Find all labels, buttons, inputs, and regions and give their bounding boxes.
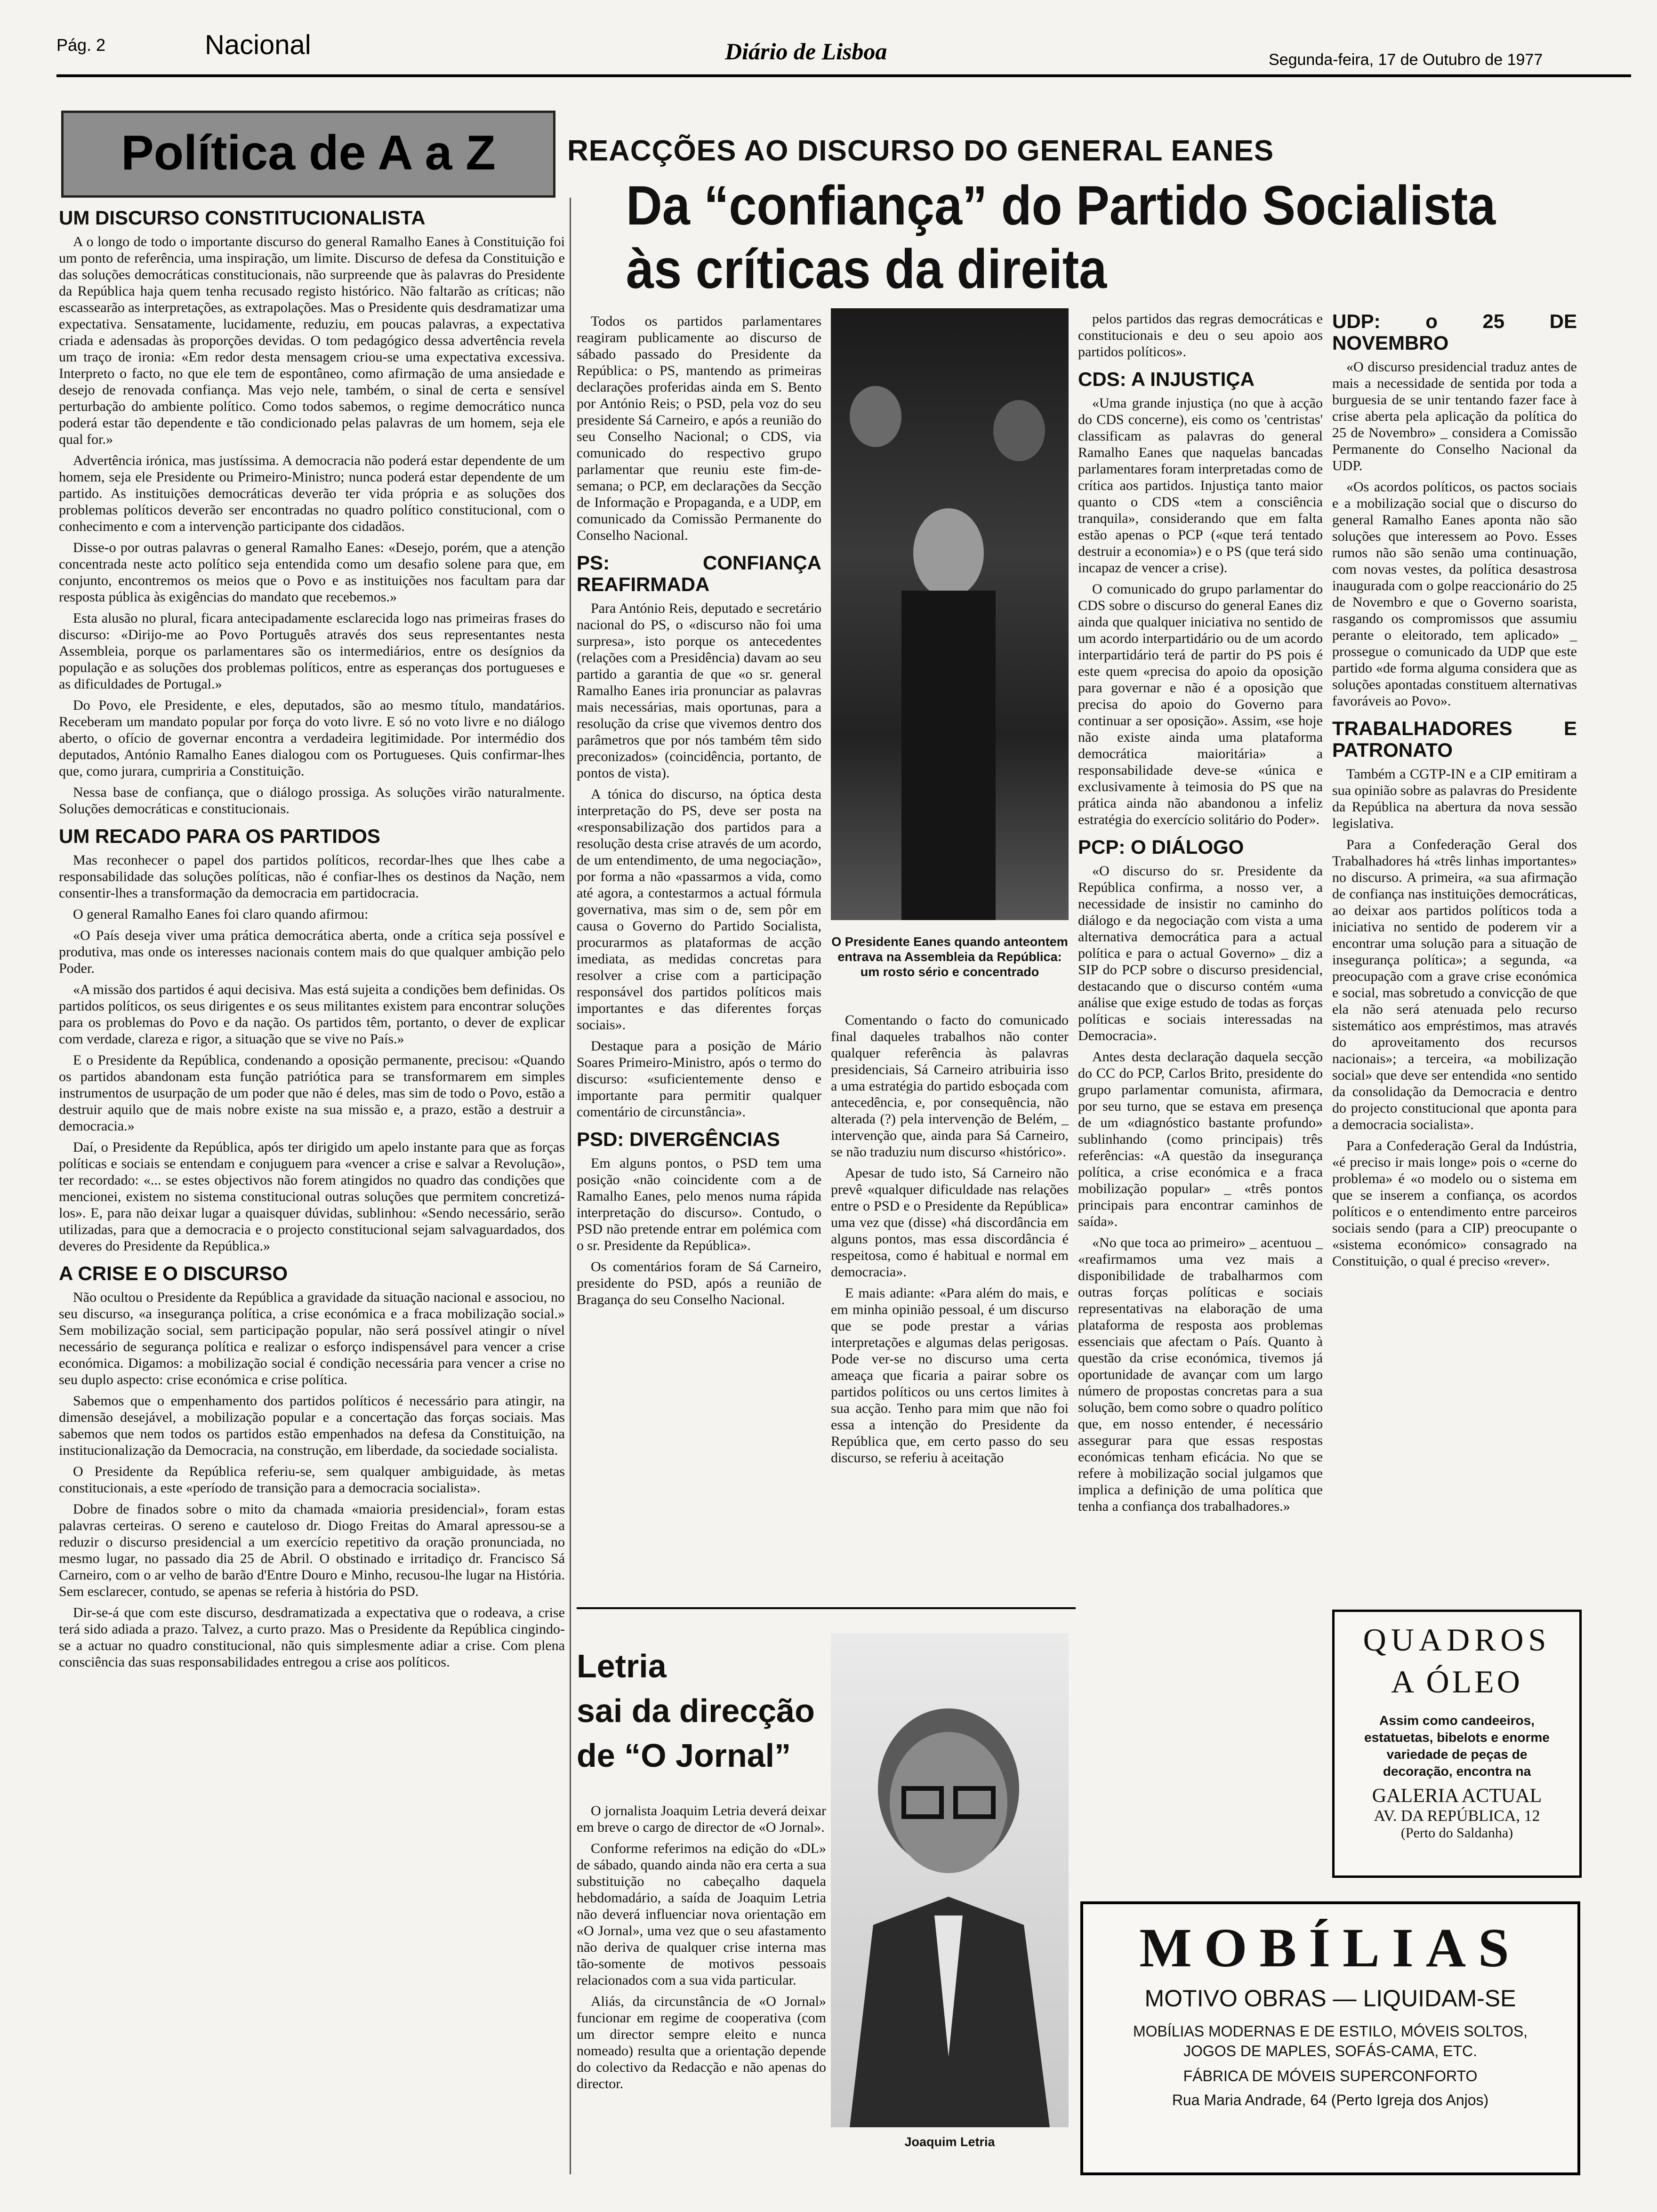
article-paragraph: Também a CGTP-IN e a CIP emitiram a sua opinião sobre as palavras do Presidente da República na abertura da nova sessão legislativa. xyxy=(1332,766,1577,831)
letria-title-2: sai da direcção xyxy=(577,1692,815,1729)
letria-text xyxy=(577,1803,826,2174)
ad-mobilias-line-2: FÁBRICA DE MÓVEIS SUPERCONFORTO xyxy=(1183,2068,1478,2084)
article-paragraph: E mais adiante: «Para além do mais, e em minha opinião pessoal, é um discurso que se pode prestar a várias interpretações e algumas delas perigosas. Pode ver-se no discurso uma certa ameaça que ficaria a pairar sobre os partidos políticos ou uns certos limites à sua acção. Tenho para mim que não foi essa a intenção do Presidente da República que, em certo passo do seu discurso, se referiu à aceitação xyxy=(831,1285,1069,1466)
ad-quadros-title-2: A ÓLEO xyxy=(1391,1664,1523,1699)
article-paragraph: Para a Confederação Geral da Indústria, «é preciso ir mais longe» pois o «cerne do problema» é «o modelo ou o sistema em que se inserem a confiança, os acordos políticos e o entendimento entre parceiros sociais sendo (para a CIP) preocupante o «sistema económico» consagrado na Constituição, o qual é preciso «rever». xyxy=(1332,1138,1577,1269)
masthead: Diário de Lisboa xyxy=(725,38,887,64)
politica-paragraph: Daí, o Presidente da República, após ter dirigido um apelo instante para que as forças políticas e sociais se entendam e conjuguem para «vencer a crise e salvar a Revolução», ter recordado: «... se estes objectivos não forem atingidos no quadro das condições que mencionei, existem no sistema constitucional outras soluções que permitem concretizá-los». E, para não deixar lugar a quaisquer dúvidas, sublinhou: «Sendo necessário, serão utilizadas, para que a democracia e o projecto constitucional sejam salvaguardados, dos deveres do Presidente da República.» xyxy=(59,1139,565,1254)
politica-paragraph: Do Povo, ele Presidente, e eles, deputados, são ao mesmo título, mandatários. Receberam um mandato popular por força do voto livre. E só no voto livre e no diálogo aberto, o ofício de governar encontra a verdadeira legitimidade. Por intermédio dos deputados, António Ramalho Eanes dialogou com os Portugueses. Quis confirmar-lhes que, como jurara, cumpriria a Constituição. xyxy=(59,697,565,779)
ad-mobilias-title: MOBÍLIAS xyxy=(1139,1917,1521,1979)
ad-quadros-note: (Perto do Saldanha) xyxy=(1400,1825,1513,1841)
article-paragraph: «O discurso do sr. Presidente da República confirma, a nosso ver, a necessidade de insistir no caminho do diálogo e da negociação com vista a uma alternativa democrática para a actual política e para o actual Governo» _ diz a SIP do PCP sobre o discurso presidencial, destacando que o discurso contém «uma análise que exige estudo de todas as forças políticas e sociais interessadas na Democracia». xyxy=(1078,863,1323,1043)
ad-mobilias xyxy=(1080,1901,1580,2175)
ad-quadros-shop: GALERIA ACTUAL xyxy=(1372,1785,1542,1807)
politica-paragraph: Sabemos que o empenhamento dos partidos políticos é necessário para atingir, na dimensão desejável, a mobilização popular e a concertação das forças sociais. Mas sabemos que nem todos os partidos estão empenhados na defesa da Constituição, na institucionalização da Democracia, na construção, em liberdade, da sociedade socialista. xyxy=(59,1393,565,1458)
letria-photo-caption: Joaquim Letria xyxy=(904,2135,995,2149)
politica-paragraph: Dobre de finados sobre o mito da chamada «maioria presidencial», foram estas palavras certeiras. O sereno e cauteloso dr. Diogo Freitas do Amaral apressou-se a reduzir o discurso presidencial a um exercício repetitivo da oração pronunciada, no mesmo lugar, no passado dia 25 de Abril. O obstinado e irritadiço dr. Francisco Sá Carneiro, com o ar velho de barão d'Entre Douro e Minho, recusou-lhe lugar na História. Sem esclarecer, contudo, se apenas se referia à história do PSD. xyxy=(59,1501,565,1599)
politica-paragraph: Dir-se-á que com este discurso, desdramatizada a expectativa que o rodeava, a crise terá sido adiada a prazo. Talvez, a curto prazo. Mas o Presidente da República cingindo-se a actuar no quadro constitucional, não quis simplesmente adiar a crise. Com plena consciência das suas responsabilidades entregou a crise aos políticos. xyxy=(59,1605,565,1670)
eanes-photo xyxy=(831,308,1069,920)
article-subheading: PCP: O DIÁLOGO xyxy=(1078,836,1244,858)
ad-mobilias-line-1: MOBÍLIAS MODERNAS E DE ESTILO, MÓVEIS SOLTOS, JOGOS DE MAPLES, SOFÁS-CAMA, ETC. xyxy=(1133,2023,1528,2060)
politica-heading-3: A CRISE E O DISCURSO xyxy=(59,1262,288,1284)
article-paragraph: «No que toca ao primeiro» _ acentuou _ «reafirmamos uma vez mais a disponibilidade de trabalharmos com outras forças políticas e sociais representativas na elaboração de uma plataforma de resposta aos problemas essenciais que afectam o País. Quanto à questão da crise económica, tivemos já oportunidade de avançar com um largo número de propostas concretas para a sua solução, bem como sobre o quadro político que, em nosso entender, é necessário assegurar para que essas respostas económicas tenham eficácia. No que se refere à mobilização social julgamos que implica a definição de uma política que tenha a confiança dos trabalhadores.» xyxy=(1078,1235,1323,1514)
article-subheading: PS: CONFIANÇA REAFIRMADA xyxy=(577,552,821,595)
header-rule xyxy=(56,74,1631,77)
article-paragraph: Os comentários foram de Sá Carneiro, presidente do PSD, após a reunião de Bragança do seu Conselho Nacional. xyxy=(577,1259,821,1307)
politica-paragraph: Disse-o por outras palavras o general Ramalho Eanes: «Desejo, porém, que a atenção concentrada neste acto político seja entendida como um desafio solene para que, em conjunto, encontremos os meios que o Povo e as instituições nos facultam para dar resposta pública às exigências do mandato que recebemos.» xyxy=(59,540,565,605)
ad-quadros-body: Assim como candeeiros, estatuetas, bibelots e enorme variedade de peças de decoração, encontra na xyxy=(1364,1713,1550,1779)
letria-top-rule xyxy=(577,1607,1076,1609)
ad-quadros-title-1: QUADROS xyxy=(1363,1622,1551,1658)
article-subheading: CDS: A INJUSTIÇA xyxy=(1078,368,1255,390)
politica-paragraph: Advertência irónica, mas justíssima. A democracia não poderá estar dependente de um homem, seja ele Presidente ou Primeiro-Ministro; nunca poderá estar dependente de um partido. As instituições democráticas deverão ter vida própria e as soluções dos problemas políticos deverão ser encontradas no quadro político constitucional, com o conhecimento e com a intervenção participante dos cidadãos. xyxy=(59,453,565,534)
article-paragraph: Comentando o facto do comunicado final daqueles trabalhos não conter qualquer referência às palavras presidenciais, Sá Carneiro atribuiria isso a uma estratégia do partido esboçada com antecedência, e, por consequência, não alterada (?) pela intervenção de Belém, _ intervenção que, ainda para Sá Carneiro, se não traduziu num discurso «histórico». xyxy=(831,1012,1069,1160)
letria-title-3: de “O Jornal” xyxy=(577,1737,791,1774)
politica-title-box xyxy=(61,111,555,198)
page-number: Pág. 2 xyxy=(56,35,106,55)
article-paragraph: Todos os partidos parlamentares reagiram publicamente ao discurso de sábado passado do Presidente da República: o PS, mantendo as primeiras declarações proferidas ainda em S. Bento por António Reis; o PSD, pela voz do seu presidente Sá Carneiro, e após a reunião do seu Conselho Nacional; o CDS, via comunicado do respectivo grupo parlamentar que reuniu este fim-de-semana; o PCP, em declarações da Secção de Informação e Propaganda, e a UDP, em comunicado da Comissão Permanente do Conselho Nacional. xyxy=(577,313,821,543)
letria-paragraph: Conforme referimos na edição do «DL» de sábado, quando ainda não era certa a sua substituição no cabeçalho daquela hebdomadário, a saída de Joaquim Letria não deverá influenciar nova orientação em «O Jornal», uma vez que o seu afastamento não deriva de qualquer crise interna mas tão-somente de motivos pessoais relacionados com a sua vida particular. xyxy=(577,1841,826,1988)
letria-title-1: Letria xyxy=(577,1648,667,1684)
article-paragraph: O comunicado do grupo parlamentar do CDS sobre o discurso do general Eanes diz ainda que qualquer iniciativa no sentido de um acordo interpartidário ou de um acordo interpartidário terá de partir do PS pois é este quem «precisa do apoio da oposição para governar e não é a oposição que precisa do apoio do Governo para continuar a ser oposição». Assim, «se hoje não existe ainda uma plataforma democrática maioritária» a responsabilidade deve-se «única e exclusivamente à teimosia do PS que na prática ainda não abandonou a infeliz estratégia do exercício solitário do Poder». xyxy=(1078,581,1323,827)
article-paragraph: Para a Confederação Geral dos Trabalhadores há «três linhas importantes» no discurso. A primeira, «a sua afirmação de confiança nas instituições democráticas, ao deixar aos partidos políticos toda a iniciativa no sentido de poderem vir a encontrar uma solução para a situação de insegurança política»; a segunda, «a preocupação com a grave crise económica e social, mas sobretudo a convicção de que ela não será atenuada pelo recurso sistemático aos empréstimos, mas através do aproveitamento dos recursos nacionais»; a terceira, «a mobilização social» que deve ser entendida «no sentido da consolidação da Democracia e dentro do projecto constitucional que aponta para a democracia socialista». xyxy=(1332,837,1577,1132)
politica-paragraph: Nessa base de confiança, que o diálogo prossiga. As soluções virão naturalmente. Soluções democráticas e constitucionais. xyxy=(59,785,565,817)
issue-date: Segunda-feira, 17 de Outubro de 1977 xyxy=(1269,51,1543,69)
article-paragraph: Para António Reis, deputado e secretário nacional do PS, o «discurso não foi uma surpresa», isto porque os antecedentes (relações com a Presidência) davam ao seu partido a garantia de que «o sr. general Ramalho Eanes iria pronunciar as palavras mais necessárias, mais oportunas, para a resolução da crise que vivemos dentro dos parâmetros que por nós também têm sido preconizados» (coincidência, portanto, de pontos de vista). xyxy=(577,601,821,781)
article-paragraph: Apesar de tudo isto, Sá Carneiro não prevê «qualquer dificuldade nas relações entre o PSD e o Presidente da República» uma vez que (disse) «há discordância em alguns pontos, mas essa discordância é respeitosa, como é habitual e normal em democracia». xyxy=(831,1165,1069,1280)
politica-paragraph: «A missão dos partidos é aqui decisiva. Mas está sujeita a condições bem definidas. Os partidos políticos, os seus dirigentes e os seus militantes existem para encontrar soluções para os problemas do Povo e da nação. Os partidos têm, portanto, o dever de explicar com verdade, clareza e rigor, a situação que se vive no País.» xyxy=(59,982,565,1047)
politica-paragraph: E o Presidente da República, condenando a oposição permanente, precisou: «Quando os partidos abandonam esta função patriótica para se transformarem em simples instrumentos de usurpação de um poder que não é deles, mas sim de todo o Povo, estão a destruir aquilo que de mais nobre existe na sua missão e, a prazo, estão a destruir a democracia.» xyxy=(59,1052,565,1134)
article-subheading: UDP: o 25 DE NOVEMBRO xyxy=(1332,310,1577,354)
article-paragraph: Em alguns pontos, o PSD tem uma posição «não coincidente com a de Ramalho Eanes, pelo menos numa rápida interpretação do discurso». Contudo, o PSD não pretende entrar em polémica com o sr. Presidente da República». xyxy=(577,1155,821,1253)
politica-heading-1: UM DISCURSO CONSTITUCIONALISTA xyxy=(59,207,426,229)
section-name: Nacional xyxy=(205,30,311,60)
politica-column xyxy=(59,207,565,2160)
politica-paragraph: «O País deseja viver uma prática democrática aberta, onde a crítica seja possível e produtiva, mas onde os interesses nacionais contem mais do que qualquer ambição pelo Poder. xyxy=(59,928,565,976)
politica-paragraph: Mas reconhecer o papel dos partidos políticos, recordar-lhes que lhes cabe a responsabilidade das soluções políticas, não é confiar-lhes os destinos da Nação, nem consentir-lhes a transformação da democracia em partidocracia. xyxy=(59,852,565,901)
article-column-2 xyxy=(831,1012,1069,1595)
column-divider xyxy=(570,198,571,2174)
article-subheading: PSD: DIVERGÊNCIAS xyxy=(577,1128,780,1150)
politica-paragraph: Não ocultou o Presidente da República a gravidade da situação nacional e associou, no seu discurso, «a insegurança política, a crise económica e a fraca mobilização social.» Sem mobilização social, sem participação popular, não será possível atingir o nível necessário de segurança política e realizar o esforço indispensável para vencer a crise económica. Digamos: a mobilização social é condição necessária para vencer a crise no seu duplo aspecto: crise económica e crise política. xyxy=(59,1290,565,1387)
politica-paragraph: O general Ramalho Eanes foi claro quando afirmou: xyxy=(73,906,369,922)
article-paragraph: A tónica do discurso, na óptica desta interpretação do PS, deve ser posta na «responsabilização dos partidos para a resolução desta crise através de um acordo, de um entendimento, de uma negociação», por forma a não «passarmos a vida, como até agora, a contestarmos a actual fórmula governativa, mas sim o de, sem pôr em causa o Governo do Partido Socialista, procurarmos as plataformas de acção imediata, as medidas concretas para resolver a crise com a participação responsável dos partidos políticos mais importantes e das diferentes forças sociais». xyxy=(577,786,821,1033)
ad-quadros-address: AV. DA REPÚBLICA, 12 xyxy=(1374,1807,1540,1825)
ad-quadros xyxy=(1332,1610,1582,1878)
article-paragraph: «Os acordos políticos, os pactos sociais e a mobilização social que o discurso do general Ramalho Eanes aponta não são soluções que interessem ao Povo. Esses rumos não são senão uma continuação, com novas vestes, da política desastrosa inaugurada com o golpe reaccionário do 25 de Novembro e que o Governo soarista, rasgando os compromissos que assumiu perante o eleitorado, tem aplicado» _ prossegue o comunicado da UDP que este partido «de forma alguma considera que as soluções apontadas constituem alternativas favoráveis ao Povo». xyxy=(1332,479,1577,709)
letria-paragraph: Aliás, da circunstância de «O Jornal» funcionar em regime de cooperativa (com um director sempre eleito e nunca nomeado) resulta que a orientação depende do colectivo da Redacção e não apenas do director. xyxy=(577,1994,826,2092)
politica-paragraph: O Presidente da República referiu-se, sem qualquer ambiguidade, às metas constitucionais, a este «período de transição para a democracia socialista». xyxy=(59,1464,565,1496)
ad-mobilias-subtitle: MOTIVO OBRAS — LIQUIDAM-SE xyxy=(1144,1985,1516,2012)
article-subheading: TRABALHADORES E PATRONATO xyxy=(1332,717,1577,761)
eanes-photo-caption: O Presidente Eanes quando anteontem entrava na Assembleia da República: um rosto sério e concentrado xyxy=(831,935,1068,979)
politica-paragraph: Esta alusão no plural, ficara antecipadamente esclarecida logo nas primeiras frases do discurso: «Dirijo-me ao Povo Português através dos seus representantes nesta Assembleia, porque os parlamentares são os intermediários, entre os desígnios da população e as soluções dos problemas políticos, entre as esperanças dos portugueses e as dificuldades de Portugal.» xyxy=(59,610,565,692)
article-paragraph: Antes desta declaração daquela secção do CC do PCP, Carlos Brito, presidente do grupo parlamentar comunista, afirmara, por seu turno, que se estava em presença de um «diagnóstico bastante profundo» sublinhando (como principais) três referências: «A questão da insegurança política, a crise económica e a fraca mobilização popular» _ «três pontos principais para encontrar caminhos de saída». xyxy=(1078,1049,1323,1229)
politica-heading-2: UM RECADO PARA OS PARTIDOS xyxy=(59,825,380,847)
letria-paragraph: O jornalista Joaquim Letria deverá deixar em breve o cargo de director de «O Jornal». xyxy=(577,1803,826,1835)
article-column-1 xyxy=(577,313,821,1595)
article-paragraph: «O discurso presidencial traduz antes de mais a necessidade de sentida por toda a burguesia de se unir tentando fazer face à crise aberta pela aplicação da política do 25 de Novembro» _ considera a Comissão Permanente do Conselho Nacional da UDP. xyxy=(1332,359,1577,473)
eanes-figure-silhouette xyxy=(831,308,1069,920)
politica-paragraph: A o longo de todo o importante discurso do general Ramalho Eanes à Constituição foi um ponto de referência, uma inspiração, um limite. Discurso de defesa da Constituição e das soluções democráticas constitucionais, não surpreende que às palavras do Presidente da República haja quem tenha recusado registo histórico. Não faltarão as críticas; não escassearão as interpretações, as extrapolações. Mas o Presidente quis desdramatizar uma expectativa. Sensatamente, lucidamente, reduziu, em poucas palavras, a expectativa criada e adensadas às proporções devidas. O tom pedagógico dessa advertência revela um traço de ironia: «Em redor desta mensagem criou-se uma expectativa excessiva. Interpreto o facto, no que ele tem de espontâneo, como afirmação de uma ansiedade e desejo de renovada confiança. Mas vejo nele, também, o sinal de certa e sensível perturbação do ambiente político. Como todos sabemos, o regime democrático nunca poderá estar tão dependente e tão condicionado pelas palavras de um homem, seja ele qual for.» xyxy=(59,234,565,447)
article-paragraph: Destaque para a posição de Mário Soares Primeiro-Ministro, após o termo do discurso: «suficientemente denso e importante para permitir qualquer comentário de circunstância». xyxy=(577,1038,821,1120)
article-column-3 xyxy=(1078,311,1323,1514)
article-headline-1: Da “confiança” do Partido Socialista xyxy=(626,175,1496,237)
letria-portrait-silhouette xyxy=(831,1633,1069,2127)
politica-title: Política de A a Z xyxy=(121,126,496,180)
ad-mobilias-address: Rua Maria Andrade, 64 (Perto Igreja dos Anjos) xyxy=(1172,2092,1489,2108)
article-kicker: REACÇÕES AO DISCURSO DO GENERAL EANES xyxy=(567,135,1274,167)
letria-photo xyxy=(831,1633,1069,2127)
article-paragraph: «Uma grande injustiça (no que à acção do CDS concerne), eis como os 'centristas' classificam as palavras do general Ramalho Eanes que naquelas bancadas parlamentares foram interpretadas como de crítica aos partidos. Injustiça tanto maior quanto o CDS «tem a consciência tranquila», considerando que em falta estão apenas o PCP («que terá tentado destruir a economia») e o PS (que terá sido incapaz de vencer a crise). xyxy=(1078,395,1323,576)
article-headline-2: às críticas da direita xyxy=(626,238,1107,300)
article-paragraph: pelos partidos das regras democráticas e constitucionais e deu o seu apoio aos partidos políticos». xyxy=(1078,311,1323,360)
article-column-4 xyxy=(1332,311,1577,1581)
